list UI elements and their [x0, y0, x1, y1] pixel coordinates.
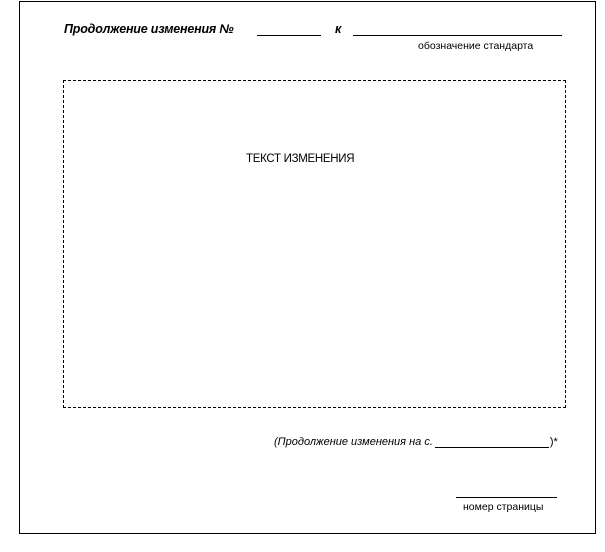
amendment-title: Продолжение изменения №	[64, 22, 234, 36]
amendment-text-area	[63, 80, 566, 408]
connector-label: к	[335, 22, 342, 36]
continuation-prefix: (Продолжение изменения на с.	[274, 436, 433, 448]
standard-designation-caption: обозначение стандарта	[418, 40, 534, 52]
continuation-page-line	[435, 435, 549, 448]
amendment-number-line	[257, 35, 321, 36]
amendment-text: ТЕКСТ ИЗМЕНЕНИЯ	[246, 153, 355, 165]
continuation-suffix: )*	[549, 436, 558, 448]
continuation-note	[274, 435, 558, 448]
page-number-line	[456, 497, 557, 498]
standard-designation-line	[353, 35, 562, 36]
page-number-caption: номер страницы	[463, 501, 544, 513]
